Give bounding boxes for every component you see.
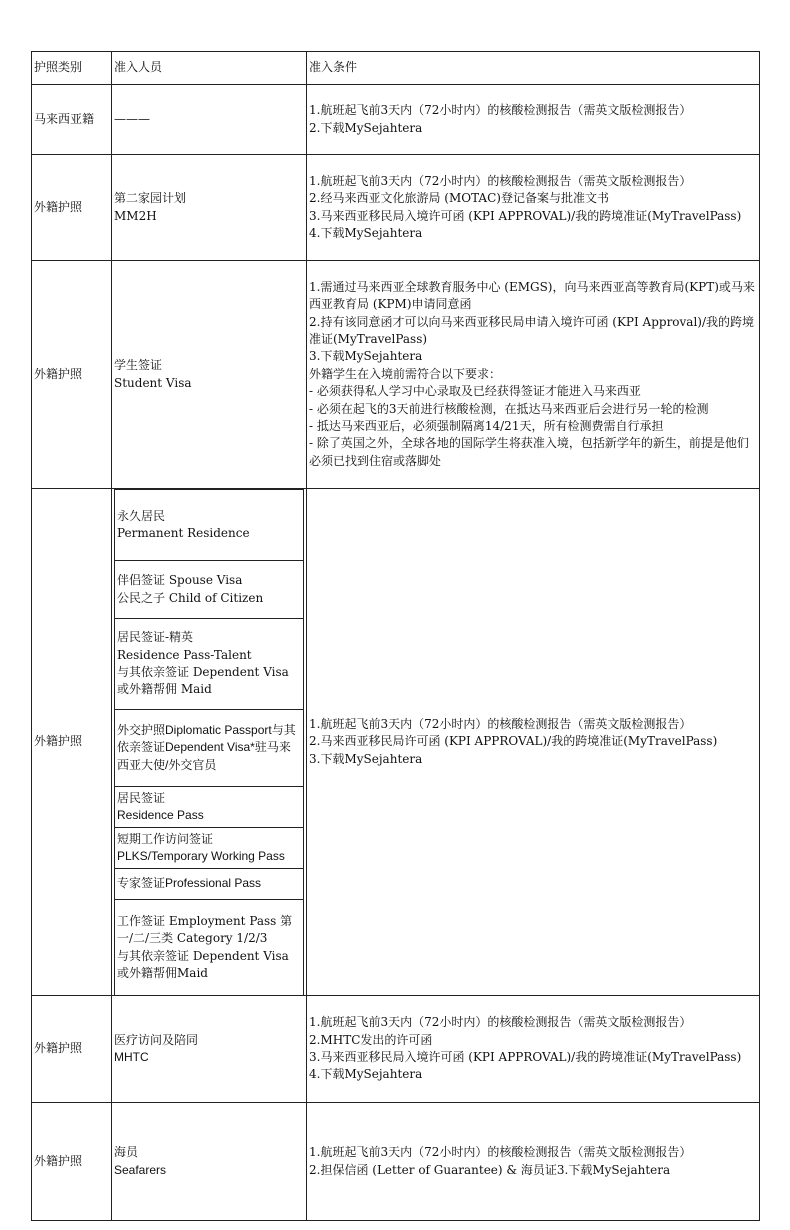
sub-person	[115, 619, 304, 710]
entry-condition	[307, 85, 760, 155]
condition-line: 2.下载MySejahtera	[309, 120, 423, 135]
condition-line: - 必须在起飞的3天前进行核酸检测，在抵达马来西亚后会进行另一轮的检测	[309, 401, 709, 416]
table-row	[32, 155, 760, 261]
condition-line: 2.担保信函 (Letter of Guarantee) & 海员证3.下载MySejahtera	[309, 1162, 671, 1177]
entry-condition	[307, 155, 760, 261]
entry-condition	[307, 996, 760, 1103]
condition-line: 4.下载MySejahtera	[309, 1067, 423, 1082]
entry-condition	[307, 1103, 760, 1221]
person-line: 伴侣签证 Spouse Visa	[117, 573, 243, 588]
person-line: MHTC	[114, 1050, 149, 1064]
person-line: Seafarers	[114, 1162, 167, 1177]
eligible-person	[112, 85, 307, 155]
eligible-person	[112, 155, 307, 261]
passport-category: 外籍护照	[32, 155, 112, 261]
condition-line: 1.需通过马来西亚全球教育服务中心 (EMGS)，向马来西亚高等教育局(KPT)或马来西亚教育局 (KPM)申请同意函	[309, 279, 755, 312]
table-row	[32, 996, 760, 1103]
condition-line: 2.马来西亚移民局许可函 (KPI APPROVAL)/我的跨境准证(MyTravelPass)	[309, 734, 718, 749]
person-line: 第二家园计划	[114, 191, 187, 206]
condition-line: 3.马来西亚移民局入境许可函 (KPI APPROVAL)/我的跨境准证(MyTravelPass)	[309, 1050, 742, 1064]
condition-line: - 除了英国之外，全球各地的国际学生将获准入境，包括新学年的新生，前提是他们必须已找到住宿或落脚处	[309, 436, 749, 468]
person-line: 居民签证	[117, 790, 166, 805]
sub-person-list	[114, 489, 304, 995]
condition-line: 2.MHTC发出的许可函	[309, 1032, 433, 1047]
eligible-person	[112, 1103, 307, 1221]
condition-line: 3.下载MySejahtera	[309, 751, 423, 766]
sub-person	[115, 869, 304, 900]
person-line: MM2H	[114, 208, 157, 223]
condition-line: 外籍学生在入境前需符合以下要求：	[309, 366, 502, 381]
sub-person	[115, 900, 304, 996]
person-line: Residence Pass	[117, 808, 204, 822]
condition-line: 3.马来西亚移民局入境许可函 (KPI APPROVAL)/我的跨境准证(MyTravelPass)	[309, 208, 742, 223]
entry-condition	[307, 261, 760, 489]
person-line: 与其依亲签证 Dependent Visa 或外籍帮佣Maid	[117, 948, 289, 980]
condition-line: 1.航班起飞前3天内（72小时内）的核酸检测报告（需英文版检测报告）	[309, 1145, 692, 1160]
person-line: PLKS/Temporary Working Pass	[117, 849, 285, 863]
person-line: Residence Pass-Talent	[117, 647, 252, 662]
condition-line: 2.经马来西亚文化旅游局 (MOTAC)登记备案与批准文书	[309, 191, 609, 206]
sub-person	[115, 787, 304, 828]
condition-line: 4.下载MySejahtera	[309, 225, 423, 240]
eligible-person	[112, 996, 307, 1103]
person-line: 外交护照Diplomatic Passport与其依亲签证Dependent Visa*驻马来西亚大使/外交官员	[117, 722, 296, 772]
person-line: 海员	[114, 1145, 139, 1160]
person-line: 与其依亲签证 Dependent Visa 或外籍帮佣 Maid	[117, 665, 289, 697]
person-line: 专家签证Professional Pass	[117, 876, 262, 891]
person-line: 居民签证-精英	[117, 630, 194, 645]
passport-category: 外籍护照	[32, 996, 112, 1103]
condition-line: 1.航班起飞前3天内（72小时内）的核酸检测报告（需英文版检测报告）	[309, 173, 692, 188]
eligible-person-group	[112, 489, 307, 996]
header-eligible-persons: 准入人员	[112, 52, 307, 85]
table-header-row	[32, 52, 760, 85]
sub-person	[115, 828, 304, 869]
sub-person	[115, 710, 304, 787]
condition-line: 1.航班起飞前3天内（72小时内）的核酸检测报告（需英文版检测报告）	[309, 103, 692, 118]
person-line: Student Visa	[114, 375, 192, 390]
condition-line: 1.航班起飞前3天内（72小时内）的核酸检测报告（需英文版检测报告）	[309, 1015, 692, 1030]
person-line: Permanent Residence	[117, 526, 250, 540]
table-row	[32, 1103, 760, 1221]
person-line: 学生签证	[114, 358, 163, 373]
person-line: 医疗访问及陪同	[114, 1032, 199, 1047]
person-line: 永久居民	[117, 508, 166, 523]
person-line: ———	[114, 111, 150, 126]
header-entry-conditions: 准入条件	[307, 52, 760, 85]
condition-line: 1.航班起飞前3天内（72小时内）的核酸检测报告（需英文版检测报告）	[309, 716, 692, 731]
condition-line: 3.下载MySejahtera	[309, 349, 423, 364]
entry-requirements-table	[31, 51, 760, 1221]
person-line: 公民之子 Child of Citizen	[117, 590, 264, 605]
passport-category: 外籍护照	[32, 1103, 112, 1221]
condition-line: - 必须获得私人学习中心录取及已经获得签证才能进入马来西亚	[309, 384, 641, 399]
entry-condition	[307, 489, 760, 996]
eligible-person	[112, 261, 307, 489]
passport-category: 马来西亚籍	[32, 85, 112, 155]
table-row	[32, 85, 760, 155]
table-row	[32, 261, 760, 489]
condition-line: 2.持有该同意函才可以向马来西亚移民局申请入境许可函 (KPI Approval)/我的跨境准证(MyTravelPass)	[309, 314, 755, 346]
passport-category: 外籍护照	[32, 261, 112, 489]
header-passport-type: 护照类别	[32, 52, 112, 85]
condition-line: - 抵达马来西亚后，必须强制隔离14/21天，所有检测费需自行承担	[309, 419, 664, 434]
sub-person	[115, 561, 304, 619]
table-row	[32, 489, 760, 996]
person-line: 短期工作访问签证	[117, 831, 214, 846]
passport-category: 外籍护照	[32, 489, 112, 996]
sub-person	[115, 490, 304, 561]
person-line: 工作签证 Employment Pass 第一/二/三类 Category 1/2/3	[117, 913, 293, 946]
